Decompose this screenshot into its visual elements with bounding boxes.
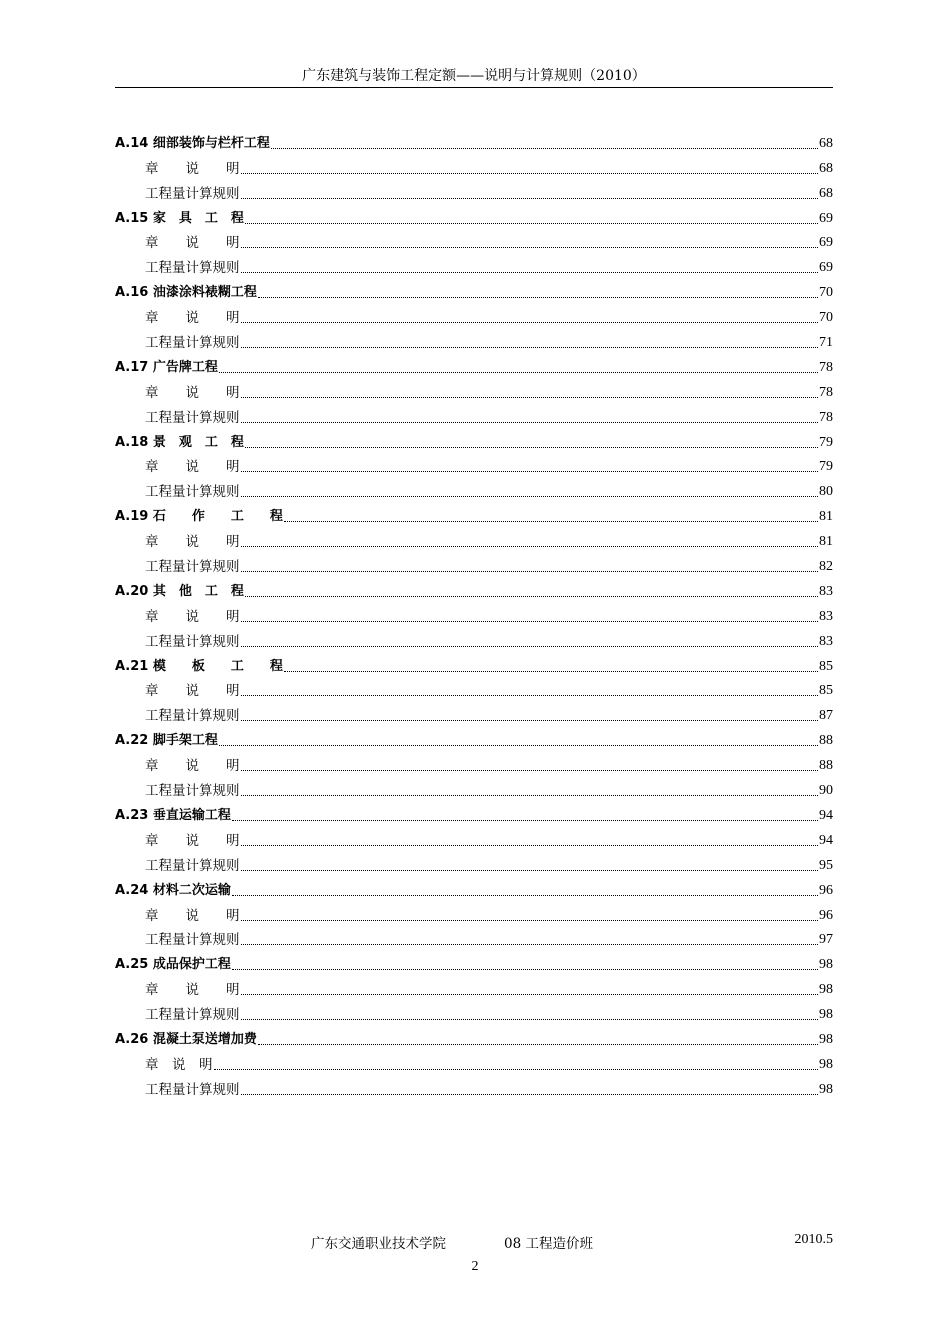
toc-dot-leader bbox=[241, 619, 819, 622]
toc-chapter-entry[interactable] bbox=[115, 203, 833, 228]
toc-sub-entry[interactable] bbox=[115, 153, 833, 178]
toc-entry-page: 80 bbox=[819, 484, 833, 500]
toc-entry-title: A.18 景 观 工 程 bbox=[115, 434, 244, 450]
toc-entry-title: 章 说 明 bbox=[145, 310, 240, 327]
toc-entry-title: A.26 混凝土泵送增加费 bbox=[115, 1031, 257, 1047]
toc-sub-entry[interactable] bbox=[115, 775, 833, 800]
page-header bbox=[115, 66, 833, 88]
header-title: 广东建筑与装饰工程定额——说明与计算规则（2010） bbox=[302, 68, 646, 84]
toc-entry-page: 98 bbox=[819, 957, 833, 973]
toc-entry-title: 工程量计算规则 bbox=[145, 708, 240, 725]
toc-sub-entry[interactable] bbox=[115, 551, 833, 576]
toc-chapter-entry[interactable] bbox=[115, 576, 833, 601]
toc-sub-entry[interactable] bbox=[115, 925, 833, 950]
toc-entry-page: 98 bbox=[819, 982, 833, 998]
toc-entry-page: 94 bbox=[819, 832, 833, 848]
toc-dot-leader bbox=[241, 395, 819, 398]
toc-entry-title: 章 说 明 bbox=[145, 459, 240, 476]
toc-dot-leader bbox=[271, 146, 818, 149]
table-of-contents bbox=[115, 128, 833, 1099]
toc-entry-page: 88 bbox=[819, 758, 833, 774]
toc-entry-page: 83 bbox=[819, 583, 833, 599]
toc-dot-leader bbox=[245, 594, 818, 597]
toc-dot-leader bbox=[245, 221, 818, 224]
toc-chapter-entry[interactable] bbox=[115, 651, 833, 676]
toc-entry-title: 章 说 明 bbox=[145, 1056, 213, 1073]
toc-dot-leader bbox=[241, 420, 819, 423]
toc-dot-leader bbox=[241, 768, 819, 771]
toc-entry-page: 87 bbox=[819, 708, 833, 724]
toc-sub-entry[interactable] bbox=[115, 1074, 833, 1099]
toc-dot-leader bbox=[241, 942, 819, 945]
toc-dot-leader bbox=[258, 1042, 818, 1045]
toc-chapter-entry[interactable] bbox=[115, 725, 833, 750]
toc-entry-title: 章 说 明 bbox=[145, 608, 240, 625]
toc-entry-page: 78 bbox=[819, 409, 833, 425]
toc-entry-page: 70 bbox=[819, 285, 833, 301]
toc-entry-title: A.15 家 具 工 程 bbox=[115, 210, 244, 226]
toc-entry-title: A.21 模 板 工 程 bbox=[115, 658, 283, 674]
toc-entry-title: 章 说 明 bbox=[145, 235, 240, 252]
toc-entry-page: 81 bbox=[819, 534, 833, 550]
footer-class: 08 工程造价班 bbox=[504, 1236, 593, 1252]
toc-chapter-entry[interactable] bbox=[115, 128, 833, 153]
toc-chapter-entry[interactable] bbox=[115, 949, 833, 974]
toc-dot-leader bbox=[284, 669, 818, 672]
toc-dot-leader bbox=[232, 893, 818, 896]
toc-dot-leader bbox=[241, 644, 819, 647]
toc-dot-leader bbox=[241, 693, 819, 696]
toc-dot-leader bbox=[241, 918, 819, 921]
toc-sub-entry[interactable] bbox=[115, 178, 833, 203]
toc-entry-title: A.24 材料二次运输 bbox=[115, 882, 231, 898]
toc-entry-title: 章 说 明 bbox=[145, 982, 240, 999]
toc-entry-page: 78 bbox=[819, 359, 833, 375]
toc-entry-page: 71 bbox=[819, 335, 833, 351]
toc-sub-entry[interactable] bbox=[115, 302, 833, 327]
toc-entry-title: A.17 广告牌工程 bbox=[115, 359, 218, 375]
toc-entry-page: 70 bbox=[819, 310, 833, 326]
toc-sub-entry[interactable] bbox=[115, 601, 833, 626]
toc-chapter-entry[interactable] bbox=[115, 501, 833, 526]
toc-entry-page: 83 bbox=[819, 608, 833, 624]
toc-dot-leader bbox=[214, 1067, 819, 1070]
toc-entry-page: 96 bbox=[819, 882, 833, 898]
toc-entry-page: 85 bbox=[819, 658, 833, 674]
toc-sub-entry[interactable] bbox=[115, 999, 833, 1024]
toc-entry-page: 68 bbox=[819, 135, 833, 151]
toc-entry-title: 章 说 明 bbox=[145, 683, 240, 700]
toc-dot-leader bbox=[241, 494, 819, 497]
toc-dot-leader bbox=[241, 270, 819, 273]
toc-dot-leader bbox=[241, 544, 819, 547]
toc-sub-entry[interactable] bbox=[115, 228, 833, 253]
toc-dot-leader bbox=[241, 245, 819, 248]
toc-entry-page: 79 bbox=[819, 434, 833, 450]
toc-entry-page: 90 bbox=[819, 783, 833, 799]
toc-entry-page: 69 bbox=[819, 235, 833, 251]
toc-entry-page: 68 bbox=[819, 160, 833, 176]
toc-sub-entry[interactable] bbox=[115, 850, 833, 875]
toc-sub-entry[interactable] bbox=[115, 526, 833, 551]
toc-dot-leader bbox=[241, 345, 819, 348]
toc-entry-title: 章 说 明 bbox=[145, 907, 240, 924]
toc-dot-leader bbox=[241, 196, 819, 199]
toc-dot-leader bbox=[241, 320, 819, 323]
toc-sub-entry[interactable] bbox=[115, 252, 833, 277]
toc-entry-title: 工程量计算规则 bbox=[145, 185, 240, 202]
toc-entry-page: 69 bbox=[819, 210, 833, 226]
toc-dot-leader bbox=[232, 967, 818, 970]
toc-entry-title: 章 说 明 bbox=[145, 832, 240, 849]
toc-entry-page: 68 bbox=[819, 185, 833, 201]
toc-entry-page: 97 bbox=[819, 932, 833, 948]
toc-dot-leader bbox=[219, 370, 818, 373]
toc-entry-title: A.22 脚手架工程 bbox=[115, 733, 218, 749]
toc-sub-entry[interactable] bbox=[115, 900, 833, 925]
toc-entry-title: 工程量计算规则 bbox=[145, 932, 240, 949]
toc-dot-leader bbox=[241, 868, 819, 871]
toc-entry-page: 98 bbox=[819, 1056, 833, 1072]
toc-dot-leader bbox=[241, 1092, 819, 1095]
toc-entry-page: 82 bbox=[819, 559, 833, 575]
footer-school: 广东交通职业技术学院 bbox=[311, 1236, 446, 1252]
toc-sub-entry[interactable] bbox=[115, 327, 833, 352]
page-footer bbox=[115, 1232, 833, 1252]
toc-dot-leader bbox=[241, 718, 819, 721]
toc-dot-leader bbox=[241, 793, 819, 796]
toc-chapter-entry[interactable] bbox=[115, 875, 833, 900]
toc-sub-entry[interactable] bbox=[115, 626, 833, 651]
footer-date: 2010.5 bbox=[794, 1232, 833, 1247]
toc-dot-leader bbox=[245, 445, 818, 448]
page-number: 2 bbox=[471, 1259, 479, 1274]
toc-dot-leader bbox=[232, 818, 818, 821]
toc-dot-leader bbox=[241, 569, 819, 572]
toc-entry-title: 工程量计算规则 bbox=[145, 260, 240, 277]
toc-entry-title: A.20 其 他 工 程 bbox=[115, 583, 244, 599]
toc-sub-entry[interactable] bbox=[115, 974, 833, 999]
toc-dot-leader bbox=[241, 992, 819, 995]
toc-entry-title: 工程量计算规则 bbox=[145, 409, 240, 426]
toc-chapter-entry[interactable] bbox=[115, 1024, 833, 1049]
toc-entry-title: 章 说 明 bbox=[145, 534, 240, 551]
toc-entry-title: 工程量计算规则 bbox=[145, 857, 240, 874]
toc-entry-page: 85 bbox=[819, 683, 833, 699]
toc-entry-title: 工程量计算规则 bbox=[145, 1081, 240, 1098]
toc-entry-title: 工程量计算规则 bbox=[145, 633, 240, 650]
toc-entry-page: 69 bbox=[819, 260, 833, 276]
toc-dot-leader bbox=[241, 469, 819, 472]
toc-entry-title: 工程量计算规则 bbox=[145, 559, 240, 576]
toc-chapter-entry[interactable] bbox=[115, 427, 833, 452]
toc-entry-page: 94 bbox=[819, 807, 833, 823]
toc-sub-entry[interactable] bbox=[115, 402, 833, 427]
toc-dot-leader bbox=[219, 743, 818, 746]
toc-chapter-entry[interactable] bbox=[115, 800, 833, 825]
toc-entry-page: 95 bbox=[819, 857, 833, 873]
toc-sub-entry[interactable] bbox=[115, 750, 833, 775]
toc-entry-title: A.19 石 作 工 程 bbox=[115, 509, 283, 525]
toc-dot-leader bbox=[284, 519, 818, 522]
toc-sub-entry[interactable] bbox=[115, 452, 833, 477]
toc-entry-title: A.14 细部装饰与栏杆工程 bbox=[115, 135, 270, 151]
toc-entry-title: A.16 油漆涂料裱糊工程 bbox=[115, 285, 257, 301]
toc-dot-leader bbox=[241, 1017, 819, 1020]
toc-chapter-entry[interactable] bbox=[115, 352, 833, 377]
toc-entry-page: 79 bbox=[819, 459, 833, 475]
toc-entry-title: 工程量计算规则 bbox=[145, 335, 240, 352]
toc-sub-entry[interactable] bbox=[115, 476, 833, 501]
toc-chapter-entry[interactable] bbox=[115, 277, 833, 302]
toc-entry-page: 81 bbox=[819, 509, 833, 525]
toc-sub-entry[interactable] bbox=[115, 377, 833, 402]
toc-dot-leader bbox=[241, 843, 819, 846]
toc-entry-page: 83 bbox=[819, 633, 833, 649]
toc-entry-title: 工程量计算规则 bbox=[145, 484, 240, 501]
toc-dot-leader bbox=[258, 295, 818, 298]
toc-entry-title: A.23 垂直运输工程 bbox=[115, 807, 231, 823]
toc-entry-title: 工程量计算规则 bbox=[145, 783, 240, 800]
toc-entry-title: 章 说 明 bbox=[145, 384, 240, 401]
toc-sub-entry[interactable] bbox=[115, 676, 833, 701]
toc-entry-page: 78 bbox=[819, 384, 833, 400]
toc-entry-page: 98 bbox=[819, 1031, 833, 1047]
toc-entry-page: 98 bbox=[819, 1007, 833, 1023]
toc-sub-entry[interactable] bbox=[115, 825, 833, 850]
toc-entry-title: A.25 成品保护工程 bbox=[115, 957, 231, 973]
toc-entry-page: 98 bbox=[819, 1081, 833, 1097]
toc-entry-title: 章 说 明 bbox=[145, 758, 240, 775]
toc-entry-page: 88 bbox=[819, 733, 833, 749]
toc-entry-title: 章 说 明 bbox=[145, 160, 240, 177]
toc-entry-page: 96 bbox=[819, 907, 833, 923]
toc-dot-leader bbox=[241, 171, 819, 174]
toc-sub-entry[interactable] bbox=[115, 1049, 833, 1074]
toc-sub-entry[interactable] bbox=[115, 700, 833, 725]
toc-entry-title: 工程量计算规则 bbox=[145, 1007, 240, 1024]
